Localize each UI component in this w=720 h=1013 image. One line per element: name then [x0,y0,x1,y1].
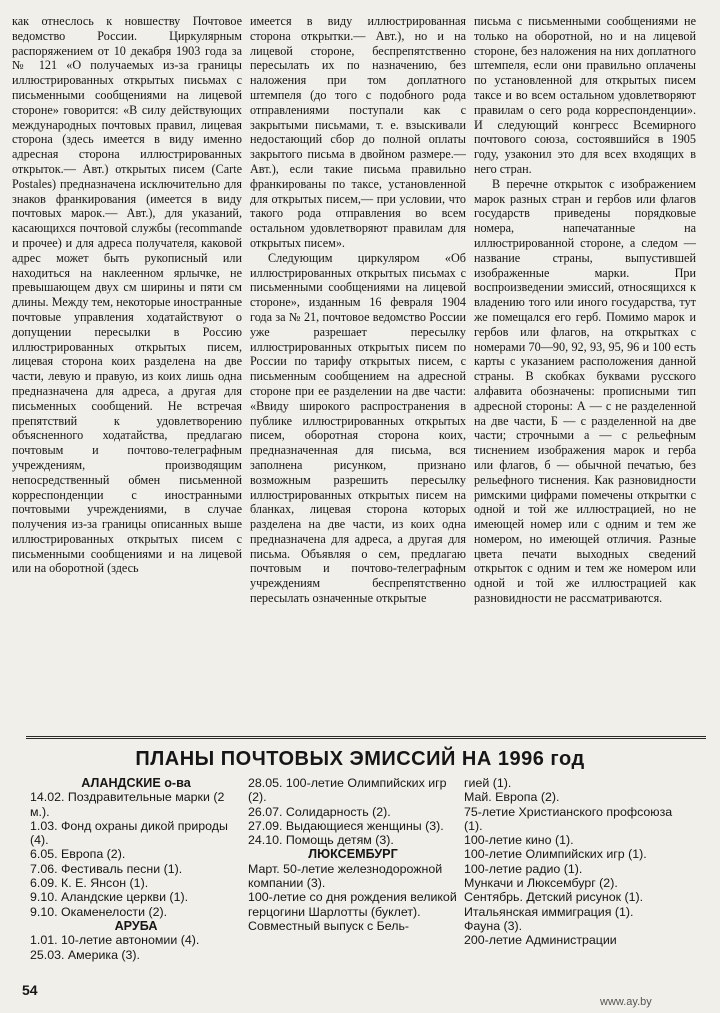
country-heading: АРУБА [114,918,158,933]
emission-item: 28.05. 100-летие Олимпийских игр (2). [248,776,447,805]
emission-item: 24.10. Помощь детям (3). [248,833,394,848]
emission-item: Мункачи и Люксембург (2). [464,876,618,891]
emission-item: 9.10. Аландские церкви (1). [30,890,189,905]
article-paragraph: как отнеслось к новшеству Почтовое ведомство России. Циркулярным распоряжением от 10 декабря 1903 года за № 121 «О получаемых из-за границы иллюстрированных открытых письмах с письменными сообщениями на лицевой стороне» говорится: «В силу действующих международных почтовых правил, лицевая сторона (здесь имеется в виду именно адресная сторона иллюстрированных открыток.— Авт.) открытых писем (Carte Postales) предназначена исключительно для знаков франкирования (имеется в виду почтовых марок.— Авт.), для указаний, касающихся почтовой службы (recommande и прочее) и для адреса получателя, каковой адрес может быть рукописный или находиться на наклеенном ярлычке, не превышающем двух см ширины и пяти см длины. Между тем, некоторые иностранные почтовые управления ходатайствуют о допущении пересылки в Россию иллюстрированных открытых писем, лицевая сторона коих разделена на две части, левую и правую, из коих лишь одна предназначена для адреса, а другая для письменных сообщений. Не встречая препятствий к удовлетворению объясненного ходатайства, предлагаю почтовым и почтово-телеграфным учреждениям, производящим непосредственный обмен письменной корреспонденции с иностранными почтовыми учреждениями, в случае получения из-за границы описанных выше иллюстрированных открытых писем с письменными сообщениями и на лицевой или на оборотной (здесь [12,14,242,576]
emission-item: 7.06. Фестиваль песни (1). [30,861,183,876]
emission-item: 6.05. Европа (2). [30,847,126,862]
emission-item: Март. 50-летие железнодорожной компании (3). [248,861,443,891]
emission-item: 100-летие Олимпийских игр (1). [464,847,647,862]
emission-item: Итальянская иммиграция (1). [464,904,634,919]
emission-item: 14.02. Поздравительные марки (2 м.). [30,790,225,819]
article-column-3 [474,14,696,606]
country-heading: ЛЮКСЕМБУРГ [308,847,398,862]
emission-item: 26.07. Солидарность (2). [248,804,391,819]
article-column-1 [12,14,242,576]
page-number: 54 [22,982,38,998]
article-paragraph: В перечне открыток с изображением марок разных стран и гербов или флагов государств приведены порядковые номера, напечатанные на иллюстрированной стороне, а следом — название страны, выпустившей изображенные марки. При воспроизведении эмиссий, относящихся к владению того или иного государства, тут же помещался его герб. Помимо марок и гербов или флагов, на открытках с номерами 70—90, 92, 93, 95, 96 и 100 есть карты с указанием расположения данной страны. В скобках буквами русского алфавита обозначены: прописными тип адресной стороны: А — с не разделенной на две части, Б — с разделенной на две части; строчными а — с рельефным тиснением изображения марок и герба или флагов, б — обычной печатью, без рельефного тиснения. Как разновидности римскими цифрами помечены открытки с одной и той же иллюстрацией, но не имеющей номер или с одним и тем же номером, но имеющей отличия. Разные цвета печати выходных сведений открыток с одним и тем же номером или одной и той же иллюстрацией как разновидности не рассматриваются. [474,176,696,606]
section-divider [26,736,706,739]
article-column-2 [250,14,466,606]
plans-column-3 [464,776,690,948]
emission-item: 27.09. Выдающиеся женщины (3). [248,818,444,833]
emission-item: Фауна (3). [464,918,523,933]
plans-column-2 [248,776,458,933]
emission-item: 1.03. Фонд охраны дикой природы (4). [30,818,228,848]
emission-item: 1.01. 10-летие автономии (4). [30,933,200,948]
emission-item: 200-летие Администрации [464,933,617,948]
emission-item: 100-летие радио (1). [464,861,583,876]
emission-item: 9.10. Окаменелости (2). [30,904,168,919]
watermark: www.ay.by [600,996,652,1008]
emission-item: Совместный выпуск с Бель- [248,918,410,933]
article-paragraph: письма с письменными сообщениями не только на оборотной, но и на лицевой стороне, без наложения на них доплатного штемпеля, если они правильно оплачены по установленной для открытых писем таксе и во всем остальном удовлетворяют правилам о сего рода корреспонденции». И следующий конгресс Всемирного почтового союза, состоявшийся в 1905 году, узаконил это для всех входящих в него стран. [474,14,696,176]
emission-item: гией (1). [464,776,512,790]
country-heading: АЛАНДСКИЕ о-ва [81,776,191,790]
article-paragraph: имеется в виду иллюстрированная сторона открытки.— Авт.), но и на лицевой стороне, беспрепятственно пересылать их по назначению, без наложения при том доплатного штемпеля (до того с подобного рода отправлениями поступали как с закрытыми письмами, т. е. взыскивали недостающий сбор до полной оплаты закрытого письма в двойном размере.— Авт.), если такие письма правильно франкированы по таксе, установленной для открытых писем,— при условии, что такого рода отправления во всем остальном удовлетворяют правилам для открытых писем». [250,14,466,250]
emission-item: 100-летие кино (1). [464,833,574,848]
emission-item: 75-летие Христианского профсоюза (1). [464,804,673,833]
emission-item: 100-летие со дня рождения великой герцогини Шарлотты (буклет). [248,890,457,919]
emission-item: 6.09. К. Е. Янсон (1). [30,876,149,891]
emission-item: 25.03. Америка (3). [30,947,140,962]
article-paragraph: Следующим циркуляром «Об иллюстрированных открытых письмах с письменными сообщениями на лицевой стороне», изданным 16 февраля 1904 года за № 21, почтовое ведомство России уже разрешает пересылку иллюстрированных открытых писем по России по тарифу открытых писем, с письменным сообщением на адресной стороне при ее разделении на две части: «Ввиду широкого распространения в публике иллюстрированных открытых писем, оборотная сторона коих, предназначенная для письма, вся заполнена рисунком, признано возможным разрешить пересылку иллюстрированных открытых писем на бланках, лицевая сторона которых разделена на две части, из коих одна предназначена для адреса, а другая для письма. Объявляя о сем, предлагаю почтовым и почтово-телеграфным учреждениям беспрепятственно пересылать означенные открытые [250,250,466,606]
plans-title: ПЛАНЫ ПОЧТОВЫХ ЭМИССИЙ НА 1996 год [135,748,585,770]
emission-item: Май. Европа (2). [464,790,560,805]
emission-item: Сентябрь. Детский рисунок (1). [464,890,644,905]
plans-column-1 [30,776,242,962]
